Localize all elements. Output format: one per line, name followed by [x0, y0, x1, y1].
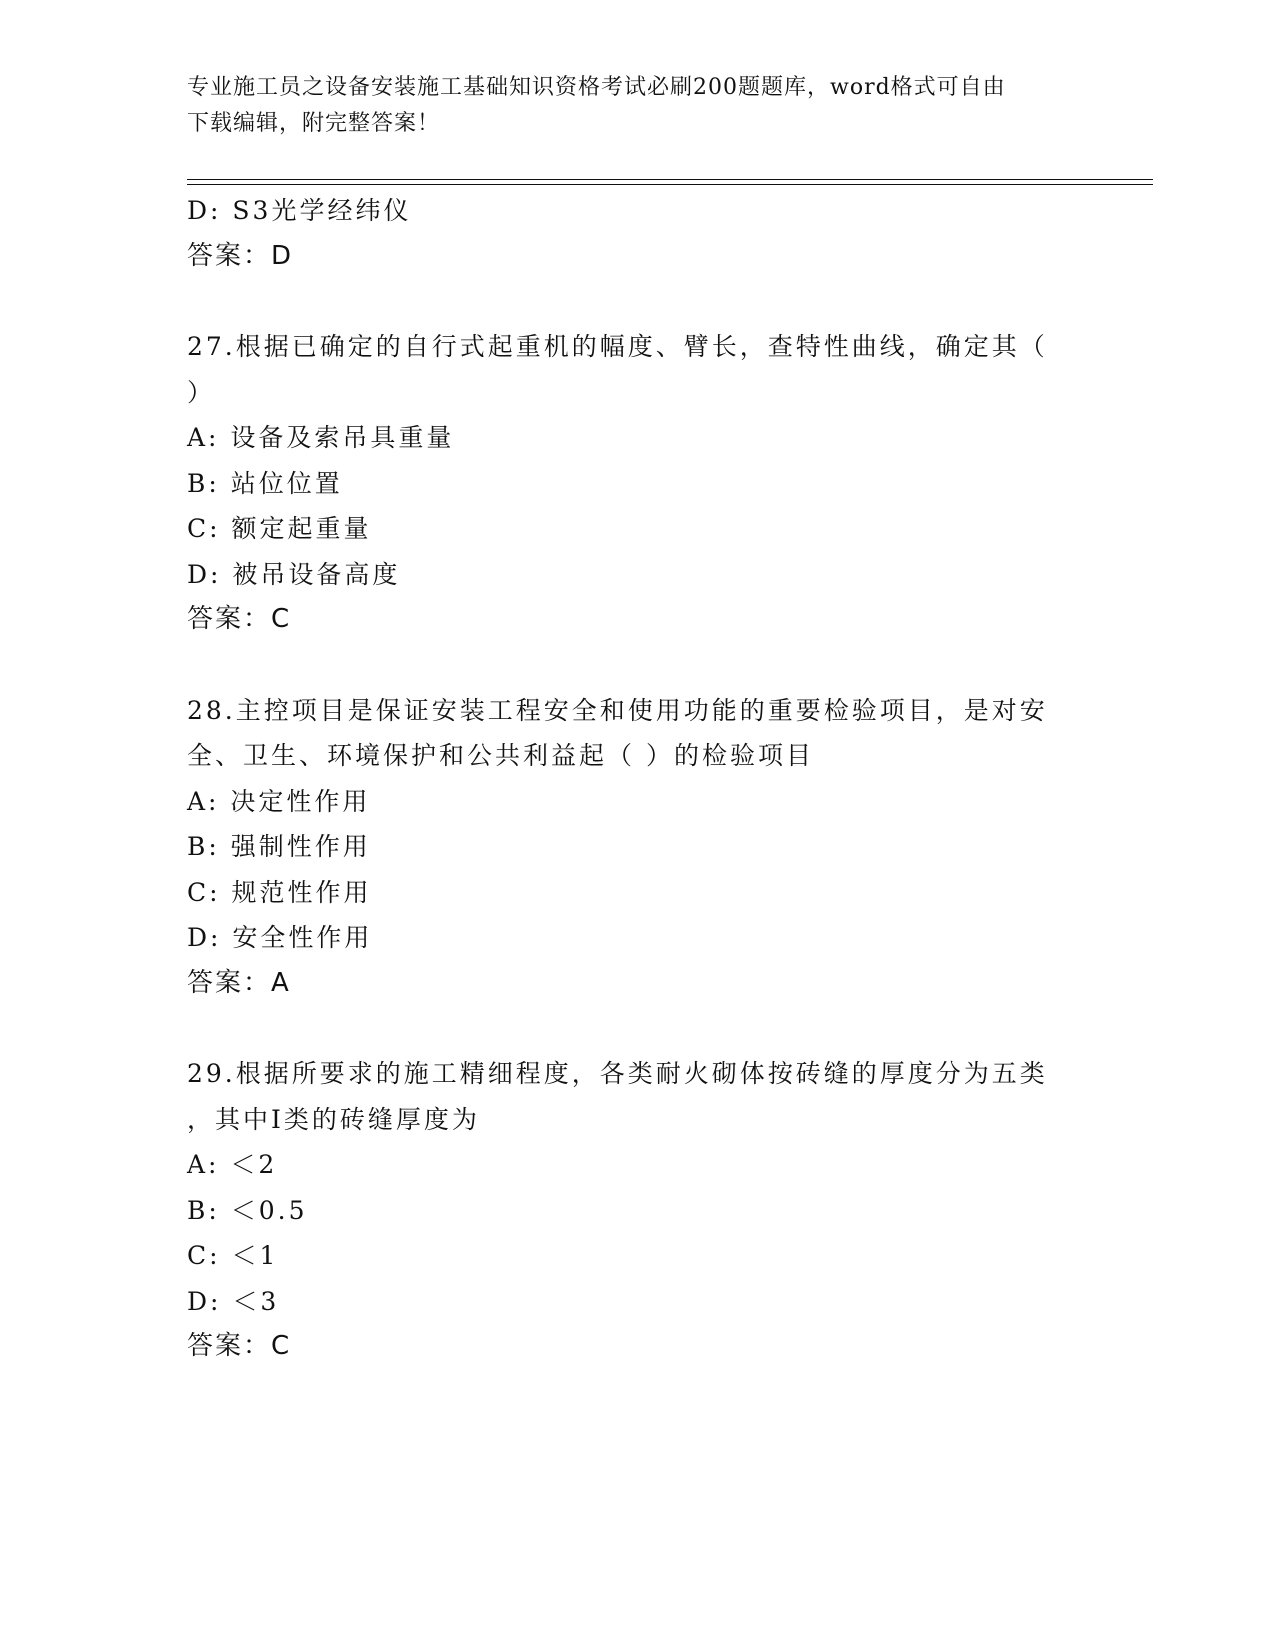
question-list — [187, 188, 1087, 1370]
document-header — [187, 70, 1067, 142]
option-d: D: ＜3 — [187, 1286, 280, 1316]
option-d: D: 安全性作用 — [187, 923, 373, 952]
question-stem-line: ，其中Ⅰ类的砖缝厚度为 — [187, 1104, 480, 1134]
answer-line: 答案：A — [187, 967, 291, 998]
option-b: B: 强制性作用 — [187, 832, 371, 861]
option-d: D: 被吊设备高度 — [187, 559, 401, 589]
answer-line: 答案：C — [187, 604, 292, 634]
carryover-block — [187, 188, 1087, 279]
header-line-1: 专业施工员之设备安装施工基础知识资格考试必刷200题题库，word格式可自由 — [187, 75, 1006, 100]
question-stem-line: 29.根据所要求的施工精细程度，各类耐火砌体按砖缝的厚度分为五类 — [187, 1059, 1048, 1088]
question-stem-line: ） — [187, 377, 216, 407]
question-27 — [187, 324, 1087, 643]
header-divider-bottom — [187, 184, 1153, 185]
option-b: B: ＜0.5 — [187, 1195, 308, 1225]
option-c: C: 额定起重量 — [187, 514, 372, 543]
option-b: B: 站位位置 — [187, 468, 343, 498]
option-a: A: ＜2 — [187, 1150, 278, 1179]
option-c: C: ＜1 — [187, 1241, 279, 1270]
option-c: C: 规范性作用 — [187, 877, 372, 907]
answer-line: 答案：D — [187, 240, 294, 271]
option-a: A: 决定性作用 — [187, 786, 371, 816]
question-stem-line: 28.主控项目是保证安装工程安全和使用功能的重要检验项目，是对安 — [187, 695, 1048, 725]
option-d: D: S3光学经纬仪 — [187, 196, 412, 225]
question-stem-line: 全、卫生、环境保护和公共利益起（ ）的检验项目 — [187, 741, 814, 770]
answer-line: 答案：C — [187, 1331, 292, 1361]
question-stem-line: 27.根据已确定的自行式起重机的幅度、臂长，查特性曲线，确定其（ — [187, 332, 1048, 361]
question-29 — [187, 1051, 1087, 1370]
header-divider-top — [187, 179, 1153, 180]
option-a: A: 设备及索吊具重量 — [187, 423, 455, 452]
question-28 — [187, 688, 1087, 1007]
header-line-2: 下载编辑，附完整答案！ — [187, 111, 441, 136]
